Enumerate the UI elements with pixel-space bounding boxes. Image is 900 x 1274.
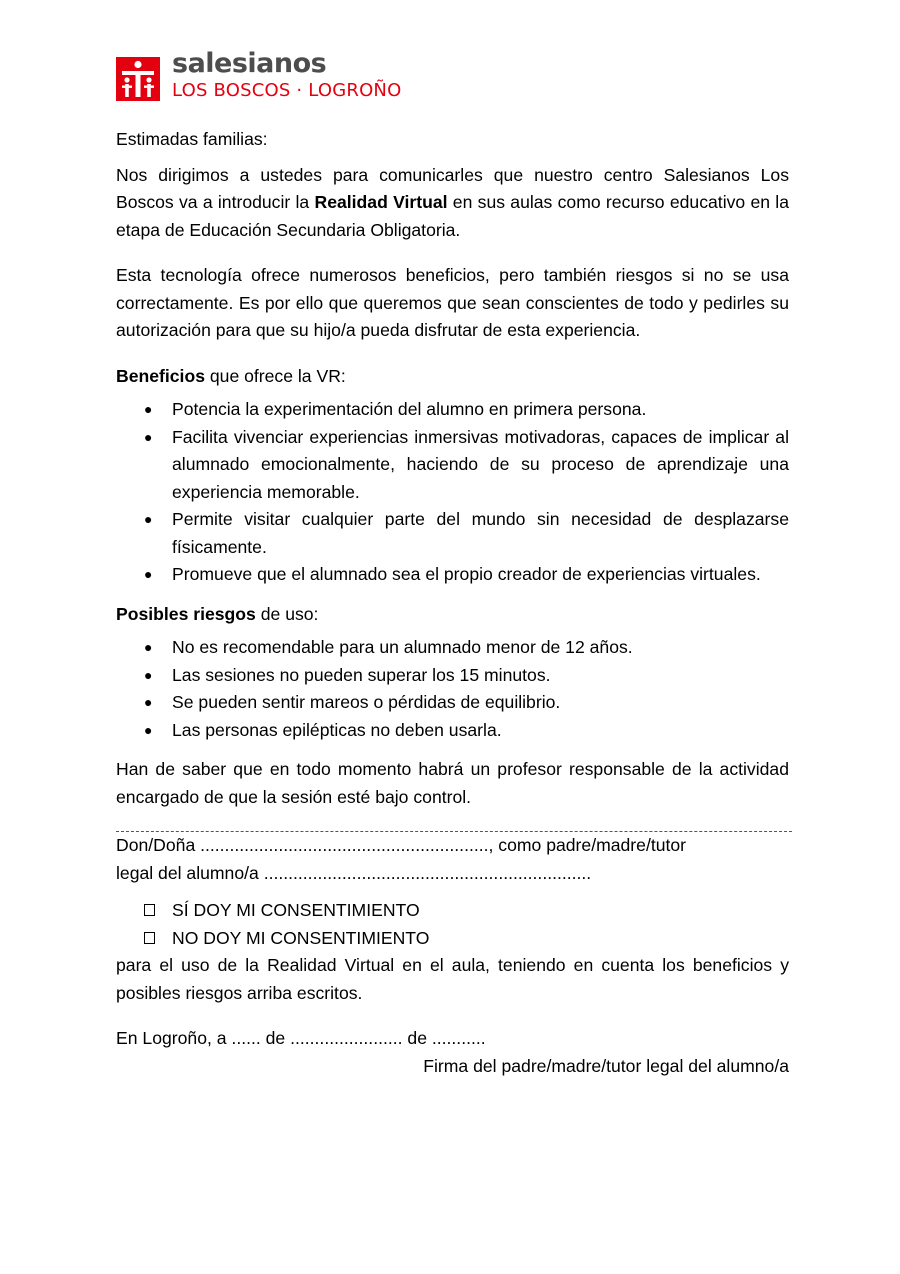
bullet-icon: ● xyxy=(144,694,153,710)
list-item: ● Las personas epilépticas no deben usarla. xyxy=(116,717,789,745)
checkbox-icon[interactable] xyxy=(144,904,155,916)
intro-emphasis: Realidad Virtual xyxy=(314,192,448,212)
place-date-line[interactable]: En Logroño, a ...... de ....................... de ........... xyxy=(116,1028,486,1048)
closing-paragraph: Han de saber que en todo momento habrá un profesor responsable de la actividad encargado de que la sesión esté bajo control. xyxy=(116,759,789,807)
consent-no-option[interactable]: NO DOY MI CONSENTIMIENTO xyxy=(116,925,789,953)
benefits-heading: Beneficios que ofrece la VR: xyxy=(116,365,346,386)
risks-heading: Posibles riesgos de uso: xyxy=(116,603,319,624)
list-item: ● Se pueden sentir mareos o pérdidas de equilibrio. xyxy=(116,689,789,717)
benefits-list xyxy=(116,396,789,589)
consent-options xyxy=(116,897,789,952)
logo-location: LOS BOSCOS · LOGROÑO xyxy=(172,80,402,101)
bullet-icon: ● xyxy=(144,428,153,445)
salesianos-emblem-icon xyxy=(116,57,160,101)
risks-list xyxy=(116,634,789,744)
consent-purpose: para el uso de la Realidad Virtual en el aula, teniendo en cuenta los beneficios y posibles riesgos arriba escritos. xyxy=(116,955,789,1003)
bullet-icon: ● xyxy=(144,666,153,683)
bullet-icon: ● xyxy=(144,721,153,738)
logo-wordmark: salesianos xyxy=(172,48,327,79)
list-item: ● Promueve que el alumnado sea el propio creador de experiencias virtuales. xyxy=(116,561,789,589)
student-name-line[interactable]: legal del alumno/a ................................................................... xyxy=(116,862,592,883)
bullet-icon: ● xyxy=(144,566,153,582)
list-item: ● Las sesiones no pueden superar los 15 minutos. xyxy=(116,662,789,690)
bullet-icon: ● xyxy=(144,401,153,417)
signature-label: Firma del padre/madre/tutor legal del alumno/a xyxy=(423,1055,789,1076)
technology-paragraph: Esta tecnología ofrece numerosos beneficios, pero también riesgos si no se usa correctamente. Es por ello que queremos que sean conscientes de todo y pedirles su autorización para que su hijo/a pueda disfrutar de esta experiencia. xyxy=(116,265,789,340)
list-item: ● Facilita vivenciar experiencias inmersivas motivadoras, capaces de implicar al alumnado emocionalmente, haciendo de su proceso de aprendizaje una experiencia memorable. xyxy=(116,424,789,507)
list-item: ● No es recomendable para un alumnado menor de 12 años. xyxy=(116,634,789,662)
checkbox-icon[interactable] xyxy=(144,932,155,944)
list-item: ● Potencia la experimentación del alumno en primera persona. xyxy=(116,396,789,424)
letter-body xyxy=(116,126,789,1080)
list-item: ● Permite visitar cualquier parte del mundo sin necesidad de desplazarse físicamente. xyxy=(116,506,789,561)
greeting: Estimadas familias: xyxy=(116,129,268,149)
consent-yes-option[interactable]: SÍ DOY MI CONSENTIMIENTO xyxy=(116,897,789,925)
intro-paragraph: Nos dirigimos a ustedes para comunicarles que nuestro centro Salesianos Los Boscos va a introducir la Realidad Virtual en sus aulas como recurso educativo en la etapa de Educación Secundaria Obligatoria. xyxy=(116,164,789,240)
bullet-icon: ● xyxy=(144,639,153,655)
guardian-name-line[interactable]: Don/Doña ..........................................................., como padre/madre/tutor xyxy=(116,835,687,855)
bullet-icon: ● xyxy=(144,511,153,527)
